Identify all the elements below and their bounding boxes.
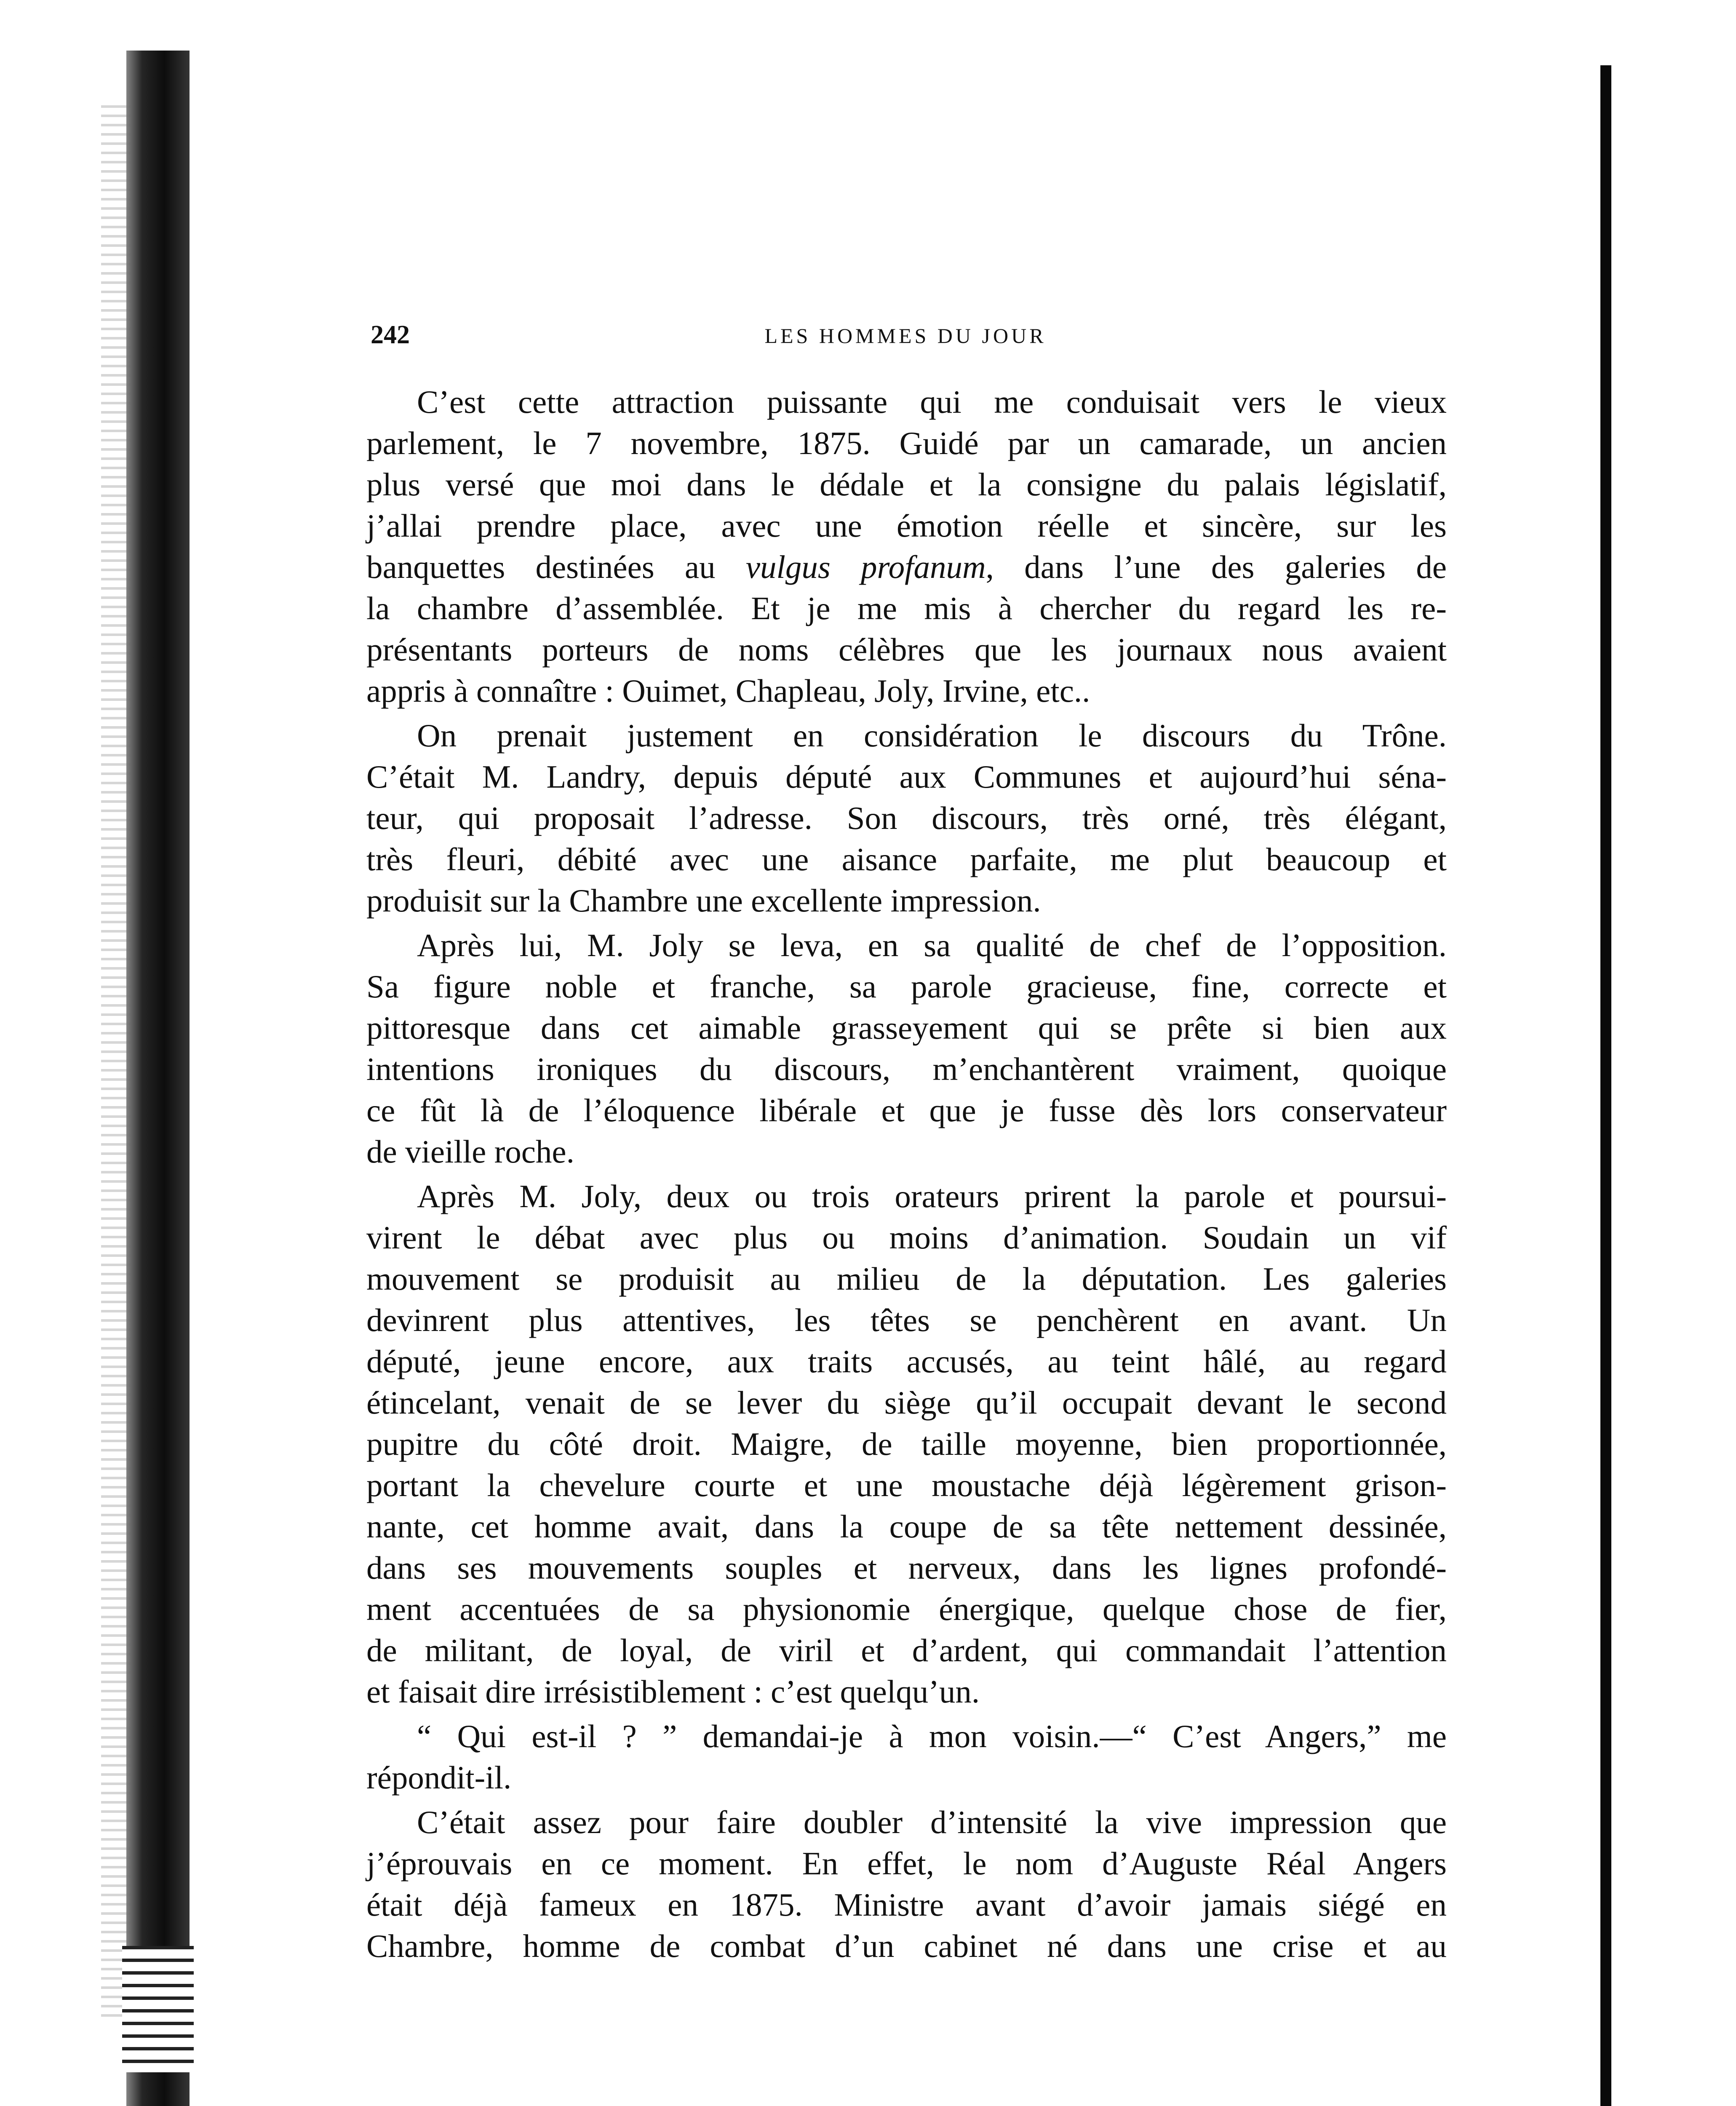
text-line: répondit-il.	[366, 1759, 512, 1796]
paragraph	[366, 1716, 1447, 1798]
text-line: C’était M. Landry, depuis député aux Communes et aujourd’hui séna-	[366, 759, 1447, 795]
text-line: devinrent plus attentives, les têtes se penchèrent en avant. Un	[366, 1302, 1447, 1338]
paragraph	[366, 715, 1447, 921]
text-line: pupitre du côté droit. Maigre, de taille moyenne, bien proportionnée,	[366, 1426, 1447, 1462]
text-line: Chambre, homme de combat d’un cabinet né dans une crise et au	[366, 1928, 1447, 1964]
text-line: la chambre d’assemblée. Et je me mis à chercher du regard les re-	[366, 590, 1447, 626]
text-line: Sa figure noble et franche, sa parole gracieuse, fine, correcte et	[366, 968, 1447, 1005]
italic-phrase: vulgus profanum	[745, 549, 986, 585]
paragraph	[366, 925, 1447, 1172]
text-line: très fleuri, débité avec une aisance parfaite, me plut beaucoup et	[366, 841, 1447, 877]
body-text	[366, 381, 1447, 1967]
paragraph	[366, 1801, 1447, 1967]
text-line: produisit sur la Chambre une excellente impression.	[366, 882, 1041, 919]
running-title: LES HOMMES DU JOUR	[764, 324, 1047, 347]
page-number: 242	[371, 321, 410, 349]
text-line: virent le débat avec plus ou moins d’animation. Soudain un vif	[366, 1219, 1447, 1256]
text-line: ce fût là de l’éloquence libérale et que je fusse dès lors conservateur	[366, 1092, 1447, 1128]
text-line: appris à connaître : Ouimet, Chapleau, Joly, Irvine, etc..	[366, 673, 1090, 709]
text-line: nante, cet homme avait, dans la coupe de sa tête nettement dessinée,	[366, 1508, 1447, 1545]
text-run: , dans l’une des galeries de	[986, 549, 1447, 585]
text-line: étincelant, venait de se lever du siège qu’il occupait devant le second	[366, 1384, 1447, 1421]
text-line: “ Qui est-il ? ” demandai-je à mon voisin.—“ C’est Angers,” me	[417, 1718, 1447, 1754]
text-line: était déjà fameux en 1875. Ministre avant d’avoir jamais siégé en	[366, 1887, 1447, 1923]
text-line: député, jeune encore, aux traits accusés, au teint hâlé, au regard	[366, 1343, 1447, 1379]
paragraph	[366, 1176, 1447, 1712]
binding-ruling	[122, 1946, 194, 2072]
running-header	[371, 320, 1440, 358]
text-line: et faisait dire irrésistiblement : c’est quelqu’un.	[366, 1673, 980, 1710]
text-line: intentions ironiques du discours, m’enchantèrent vraiment, quoique	[366, 1051, 1447, 1087]
text-line: plus versé que moi dans le dédale et la consigne du palais législatif,	[366, 466, 1447, 502]
text-line: C’est cette attraction puissante qui me conduisait vers le vieux	[417, 384, 1447, 420]
text-run: banquettes destinées au	[366, 549, 746, 585]
text-line: j’éprouvais en ce moment. En effet, le nom d’Auguste Réal Angers	[366, 1845, 1447, 1882]
text-line: parlement, le 7 novembre, 1875. Guidé par un camarade, un ancien	[366, 425, 1447, 461]
text-line: Après lui, M. Joly se leva, en sa qualité de chef de l’opposition.	[417, 927, 1447, 963]
text-line: Après M. Joly, deux ou trois orateurs prirent la parole et poursui-	[417, 1178, 1447, 1214]
text-line: dans ses mouvements souples et nerveux, dans les lignes profondé-	[366, 1550, 1447, 1586]
text-line: mouvement se produisit au milieu de la députation. Les galeries	[366, 1261, 1447, 1297]
paragraph	[366, 381, 1447, 711]
text-line: de vieille roche.	[366, 1133, 574, 1170]
text-line: C’était assez pour faire doubler d’intensité la vive impression que	[417, 1804, 1447, 1840]
text-line: de militant, de loyal, de viril et d’ardent, qui commandait l’attention	[366, 1632, 1447, 1668]
text-line: ment accentuées de sa physionomie énergique, quelque chose de fier,	[366, 1591, 1447, 1627]
text-line	[366, 546, 1447, 588]
binding-edge	[126, 51, 190, 2106]
text-line: présentants porteurs de noms célèbres que les journaux nous avaient	[366, 631, 1447, 668]
text-line: pittoresque dans cet aimable grasseyement qui se prête si bien aux	[366, 1010, 1447, 1046]
text-line: On prenait justement en considération le discours du Trône.	[417, 717, 1447, 754]
text-line: portant la chevelure courte et une moustache déjà légèrement grison-	[366, 1467, 1447, 1503]
page-right-edge	[1600, 65, 1611, 2106]
text-line: j’allai prendre place, avec une émotion réelle et sincère, sur les	[366, 508, 1447, 544]
text-line: teur, qui proposait l’adresse. Son discours, très orné, très élégant,	[366, 800, 1447, 836]
